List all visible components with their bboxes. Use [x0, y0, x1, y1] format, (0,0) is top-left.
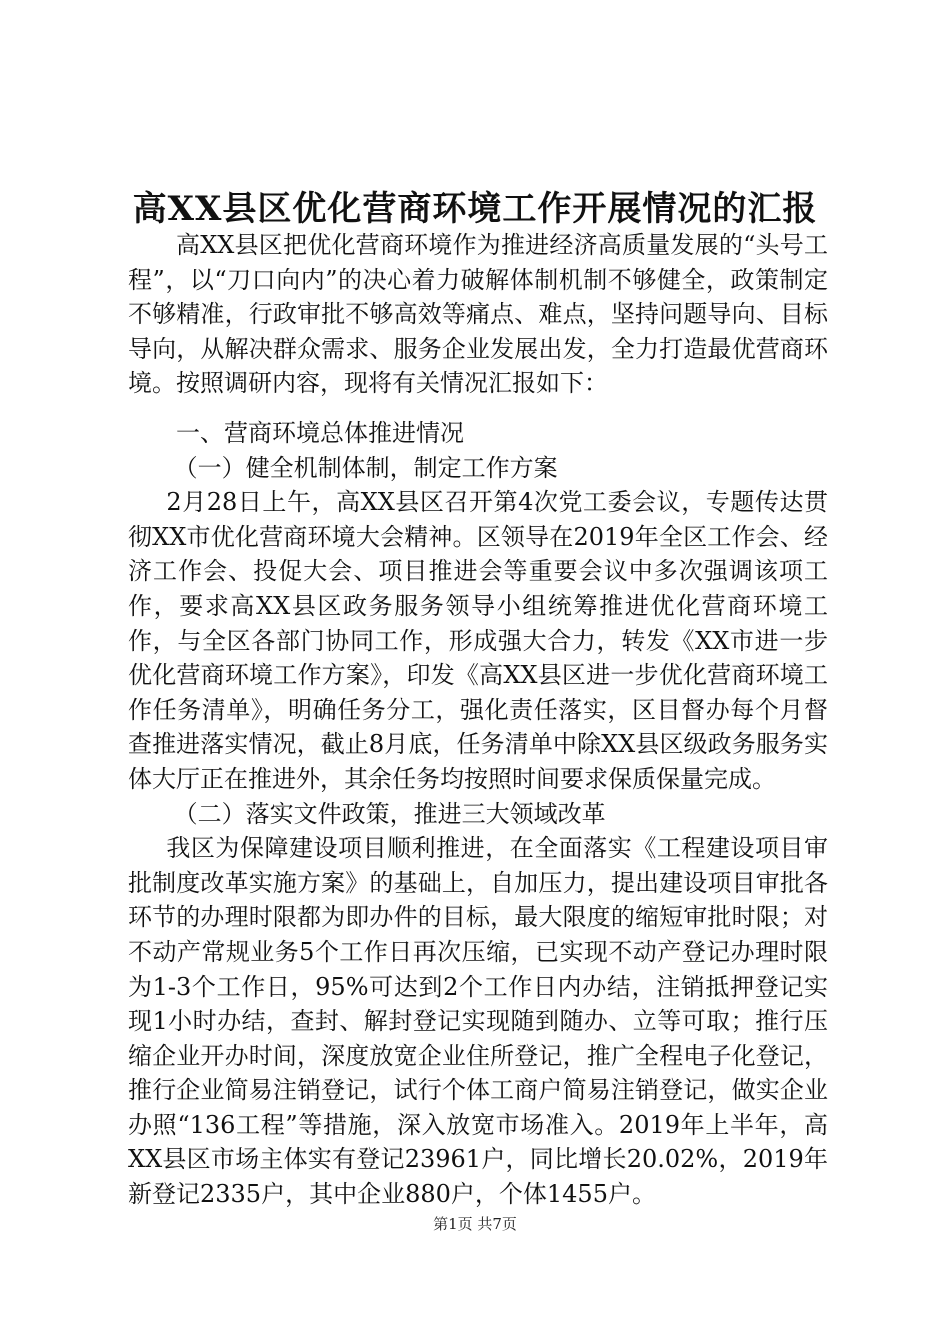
intro-paragraph: 高XX县区把优化营商环境作为推进经济高质量发展的“头号工程”，以“刀口向内”的决心着力破解体制机制不够健全，政策制定不够精准，行政审批不够高效等痛点、难点，坚持问题导向、目标导向，从解决群众需求、服务企业发展出发，全力打造最优营商环境。按照调研内容，现将有关情况汇报如下： — [128, 231, 828, 398]
document-title: 高XX县区优化营商环境工作开展情况的汇报 — [132, 189, 818, 229]
subsection-heading-1: （一）健全机制体制，制定工作方案 — [173, 453, 558, 482]
main-content — [128, 416, 828, 1212]
subsection-heading-2: （二）落实文件政策，推进三大领域改革 — [173, 799, 606, 828]
intro-block — [128, 228, 828, 401]
subsection-paragraph-2: 我区为保障建设项目顺利推进，在全面落实《工程建设项目审批制度改革实施方案》的基础上，自加压力，提出建设项目审批各环节的办理时限都为即办件的目标，最大限度的缩短审批时限；对不动产常规业务5个工作日再次压缩，已实现不动产登记办理时限为1-3个工作日，95%可达到2个工作日内办结，注销抵押登记实现1小时办结，查封、解封登记实现随到随办、立等可取；推行压缩企业开办时间，深度放宽企业住所登记，推广全程电子化登记，推行企业简易注销登记，试行个体工商户简易注销登记，做实企业办照“136工程”等措施，深入放宽市场准入。2019年上半年，高XX县区市场主体实有登记23961户，同比增长20.02%，2019年新登记2335户，其中企业880户，个体1455户。 — [128, 834, 828, 1209]
section-heading: 一、营商环境总体推进情况 — [176, 419, 464, 447]
page-footer: 第1页 共7页 — [433, 1215, 517, 1233]
subsection-paragraph-1: 2月28日上午，高XX县区召开第4次党工委会议，专题传达贯彻XX市优化营商环境大会精神。区领导在2019年全区工作会、经济工作会、投促大会、项目推进会等重要会议中多次强调该项工作，要求高XX县区政务服务领导小组统筹推进优化营商环境工作，与全区各部门协同工作，形成强大合力，转发《XX市进一步优化营商环境工作方案》，印发《高XX县区进一步优化营商环境工作任务清单》，明确任务分工，强化责任落实，区目督办每个月督查推进落实情况，截止8月底，任务清单中除XX县区级政务服务实体大厅正在推进外，其余任务均按照时间要求保质保量完成。 — [128, 488, 828, 793]
